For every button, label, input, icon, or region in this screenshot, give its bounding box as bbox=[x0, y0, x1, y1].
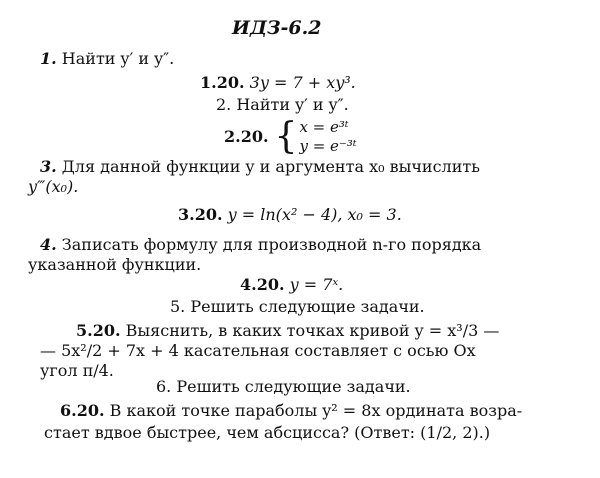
problem-3-20 bbox=[178, 206, 402, 224]
parametric-system bbox=[299, 118, 356, 156]
problem-2-20 bbox=[224, 115, 357, 157]
problem-4-20-formula: y = 7ˣ. bbox=[289, 275, 344, 294]
problem-1-20-number: 1.20. bbox=[200, 73, 245, 92]
problem-6-20-line-2 bbox=[44, 424, 490, 442]
task-1-number: 1. bbox=[40, 49, 57, 68]
task-3 bbox=[40, 158, 568, 176]
problem-5-20-line-3 bbox=[40, 362, 114, 380]
system-line-1: x = e³ᵗ bbox=[299, 118, 349, 136]
task-3-text-line-1: Для данной функции y и аргумента x₀ вычислить bbox=[61, 157, 480, 176]
problem-4-20-number: 4.20. bbox=[240, 275, 285, 294]
problem-1-20-formula: 3y = 7 + xy³. bbox=[249, 73, 356, 92]
problem-1-20 bbox=[200, 74, 356, 92]
problem-4-20 bbox=[240, 276, 343, 294]
task-5 bbox=[170, 298, 425, 316]
task-5-text: 5. Решить следующие задачи. bbox=[170, 297, 425, 316]
problem-5-20-text-line-1: Выяснить, в каких точках кривой y = x³/3 — bbox=[125, 321, 500, 340]
task-3-text-line-2: y‴(x₀). bbox=[28, 177, 79, 196]
task-1 bbox=[40, 50, 174, 68]
system-line-2: y = e⁻³ᵗ bbox=[299, 136, 357, 155]
task-3-line-2 bbox=[28, 178, 78, 196]
problem-3-20-formula: y = ln(x² − 4), x₀ = 3. bbox=[227, 205, 402, 224]
task-3-number: 3. bbox=[40, 157, 57, 176]
task-4-number: 4. bbox=[40, 235, 57, 254]
task-1-text: Найти y′ и y″. bbox=[61, 49, 175, 68]
task-4-line-2 bbox=[28, 256, 201, 274]
problem-2-20-number: 2.20. bbox=[224, 127, 269, 147]
page-title: ИДЗ-6.2 bbox=[232, 17, 322, 39]
problem-3-20-number: 3.20. bbox=[178, 205, 223, 224]
task-4 bbox=[40, 236, 481, 254]
task-6-text: 6. Решить следующие задачи. bbox=[156, 377, 411, 396]
task-2-text: 2. Найти y′ и y″. bbox=[216, 95, 349, 114]
system-brace: { bbox=[274, 115, 298, 157]
problem-5-20-line-1 bbox=[76, 322, 499, 340]
problem-5-20-text-line-3: угол π/4. bbox=[40, 361, 114, 380]
problem-5-20-number: 5.20. bbox=[76, 321, 121, 340]
problem-5-20-line-2 bbox=[40, 342, 476, 360]
problem-6-20-text-line-1: В какой точке параболы y² = 8x ордината возра- bbox=[109, 401, 523, 420]
task-6 bbox=[156, 378, 411, 396]
task-2 bbox=[216, 96, 349, 114]
problem-5-20-text-line-2: — 5x²/2 + 7x + 4 касательная составляет с осью Ox bbox=[40, 341, 476, 360]
task-4-text-line-1: Записать формулу для производной n-го порядка bbox=[61, 235, 482, 254]
problem-6-20-number: 6.20. bbox=[60, 401, 105, 420]
problem-6-20-line-1 bbox=[60, 402, 522, 420]
task-4-text-line-2: указанной функции. bbox=[28, 255, 202, 274]
problem-6-20-text-line-2: стает вдвое быстрее, чем абсцисса? (Ответ: (1/2, 2).) bbox=[44, 423, 491, 442]
